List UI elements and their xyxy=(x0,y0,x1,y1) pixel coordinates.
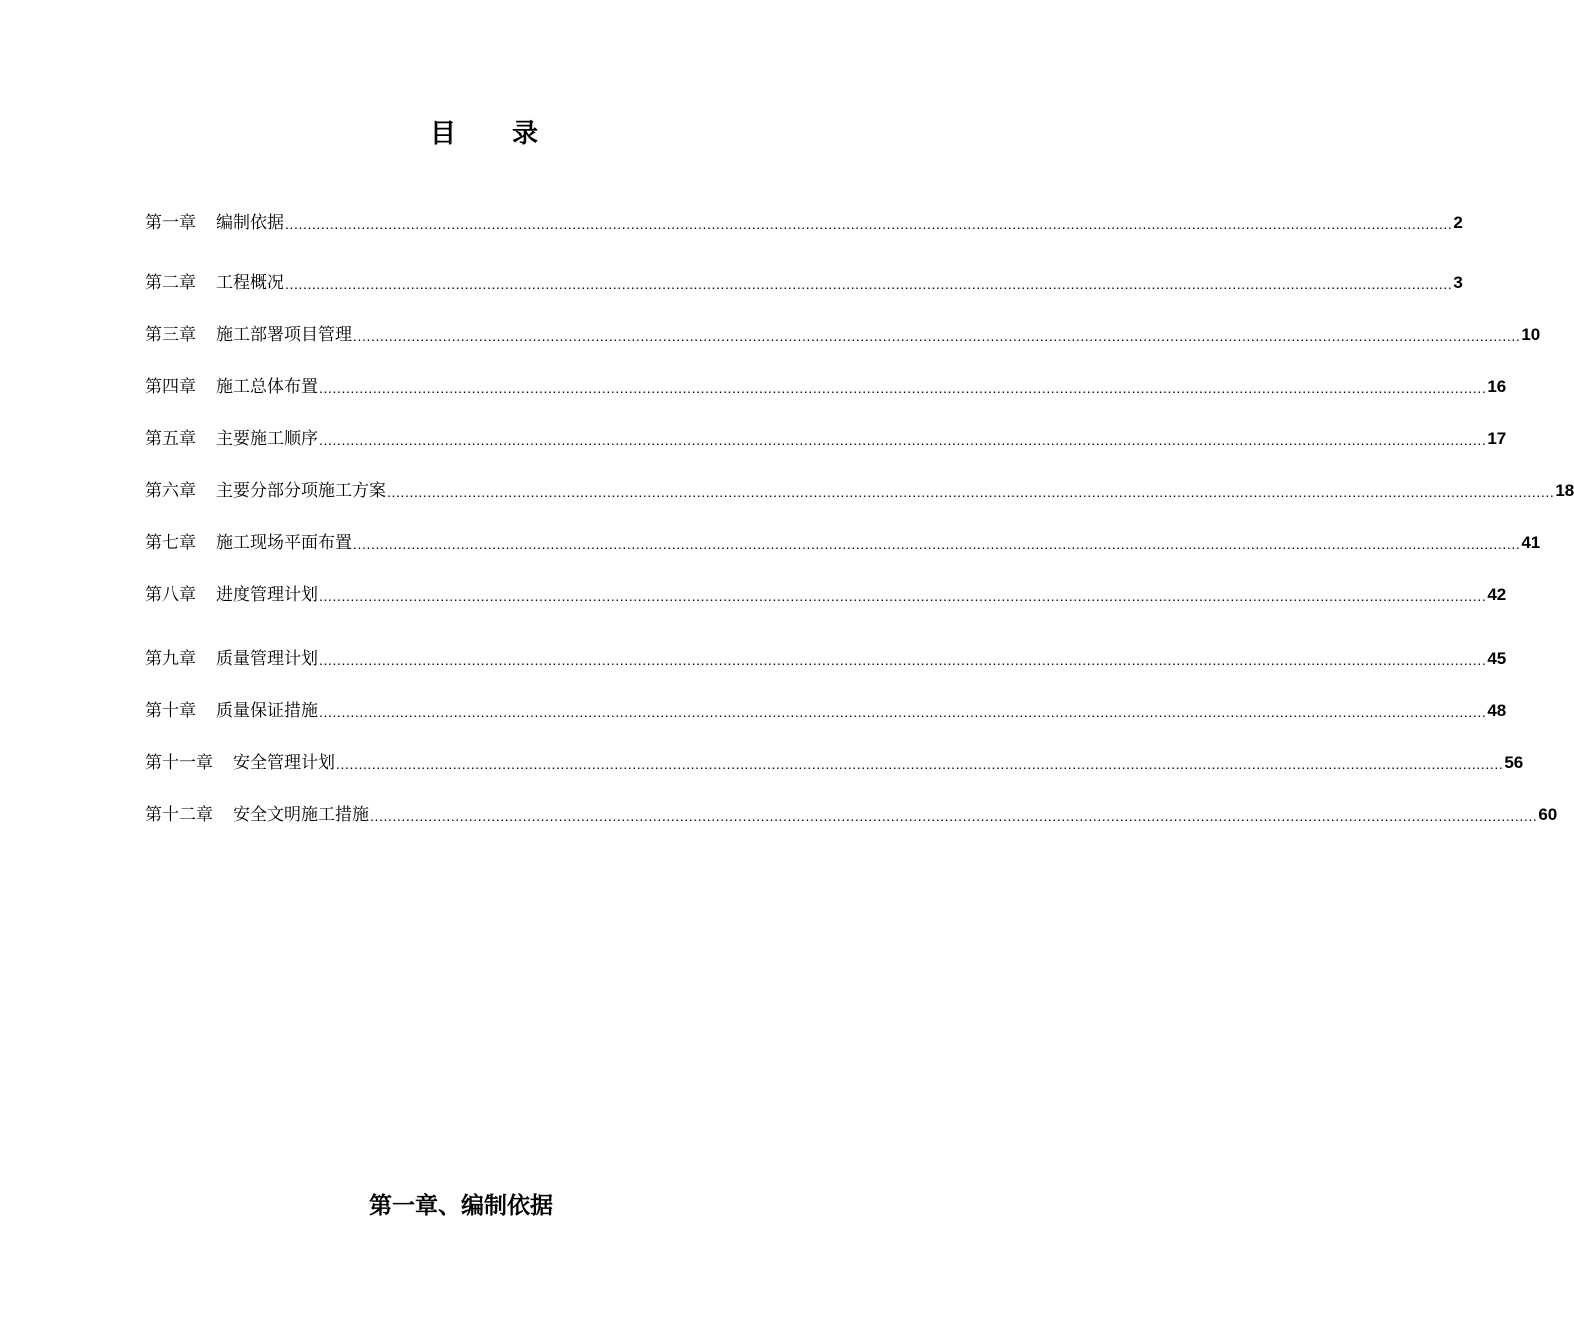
toc-dot-leader: .................................................................................................................................................................................................................................................................... xyxy=(319,588,1487,604)
toc-entry[interactable] xyxy=(145,696,1507,722)
toc-dot-leader: .................................................................................................................................................................................................................................................................... xyxy=(319,380,1487,396)
toc-entry-page: 42 xyxy=(1487,585,1507,604)
toc-entry-title: 编制依据 xyxy=(216,213,284,233)
toc-dot-leader: .................................................................................................................................................................................................................................................................... xyxy=(387,484,1555,500)
toc-entry-page: 45 xyxy=(1487,649,1507,668)
toc-entry-title: 工程概况 xyxy=(216,273,284,293)
toc-entry-chapter: 第八章 xyxy=(145,585,196,605)
toc-entry[interactable] xyxy=(145,580,1507,606)
toc-dot-leader: .................................................................................................................................................................................................................................................................... xyxy=(319,652,1487,668)
toc-entry[interactable] xyxy=(145,476,1574,502)
toc-entry[interactable] xyxy=(145,424,1507,450)
toc-entry-title: 安全管理计划 xyxy=(233,753,335,773)
toc-entry-title: 施工现场平面布置 xyxy=(216,533,352,553)
toc-entry[interactable] xyxy=(145,320,1541,346)
toc-entry[interactable] xyxy=(145,800,1558,826)
toc-entry-chapter: 第五章 xyxy=(145,429,196,449)
toc-entry-title: 质量管理计划 xyxy=(216,649,318,669)
toc-entry-title: 主要施工顺序 xyxy=(216,429,318,449)
toc-entry-title: 主要分部分项施工方案 xyxy=(216,481,386,501)
toc-entry-title: 安全文明施工措施 xyxy=(233,805,369,825)
toc-entry-chapter: 第十一章 xyxy=(145,753,213,773)
toc-entry-chapter: 第三章 xyxy=(145,325,196,345)
toc-entry[interactable] xyxy=(145,268,1463,294)
toc-entry-page: 10 xyxy=(1521,325,1541,344)
toc-entry[interactable] xyxy=(145,748,1524,774)
toc-entry-title: 施工部署项目管理 xyxy=(216,325,352,345)
toc-dot-leader: .................................................................................................................................................................................................................................................................... xyxy=(353,328,1521,344)
toc-dot-leader: .................................................................................................................................................................................................................................................................... xyxy=(285,276,1453,292)
toc-dot-leader: .................................................................................................................................................................................................................................................................... xyxy=(353,536,1521,552)
toc-entry[interactable] xyxy=(145,208,1463,234)
toc-entry-chapter: 第七章 xyxy=(145,533,196,553)
toc-entry-page: 2 xyxy=(1453,213,1463,232)
toc-entry-title: 质量保证措施 xyxy=(216,701,318,721)
toc-dot-leader: .................................................................................................................................................................................................................................................................... xyxy=(370,808,1538,824)
toc-entry-page: 41 xyxy=(1521,533,1541,552)
toc-entry-chapter: 第九章 xyxy=(145,649,196,669)
toc-entry-page: 17 xyxy=(1487,429,1507,448)
toc-entry-page: 16 xyxy=(1487,377,1507,396)
toc-entry-page: 18 xyxy=(1555,481,1574,500)
toc-entry-page: 60 xyxy=(1538,805,1558,824)
toc-entry[interactable] xyxy=(145,644,1507,670)
toc-entry-chapter: 第二章 xyxy=(145,273,196,293)
toc-entry-chapter: 第十二章 xyxy=(145,805,213,825)
toc-entry-chapter: 第六章 xyxy=(145,481,196,501)
toc-entry-chapter: 第四章 xyxy=(145,377,196,397)
chapter-heading: 第一章、编制依据 xyxy=(369,1192,553,1219)
toc-entry-chapter: 第一章 xyxy=(145,213,196,233)
toc-entry-title: 施工总体布置 xyxy=(216,377,318,397)
toc-entry-chapter: 第十章 xyxy=(145,701,196,721)
toc-dot-leader: .................................................................................................................................................................................................................................................................... xyxy=(285,216,1453,232)
toc-title: 目录 xyxy=(429,119,594,149)
toc-dot-leader: .................................................................................................................................................................................................................................................................... xyxy=(319,704,1487,720)
toc-entry-title: 进度管理计划 xyxy=(216,585,318,605)
toc-entry-page: 48 xyxy=(1487,701,1507,720)
toc-dot-leader: .................................................................................................................................................................................................................................................................... xyxy=(336,756,1504,772)
toc-entry[interactable] xyxy=(145,528,1541,554)
toc-entry-page: 3 xyxy=(1453,273,1463,292)
toc-entry-page: 56 xyxy=(1504,753,1524,772)
toc-entry[interactable] xyxy=(145,372,1507,398)
toc-dot-leader: .................................................................................................................................................................................................................................................................... xyxy=(319,432,1487,448)
